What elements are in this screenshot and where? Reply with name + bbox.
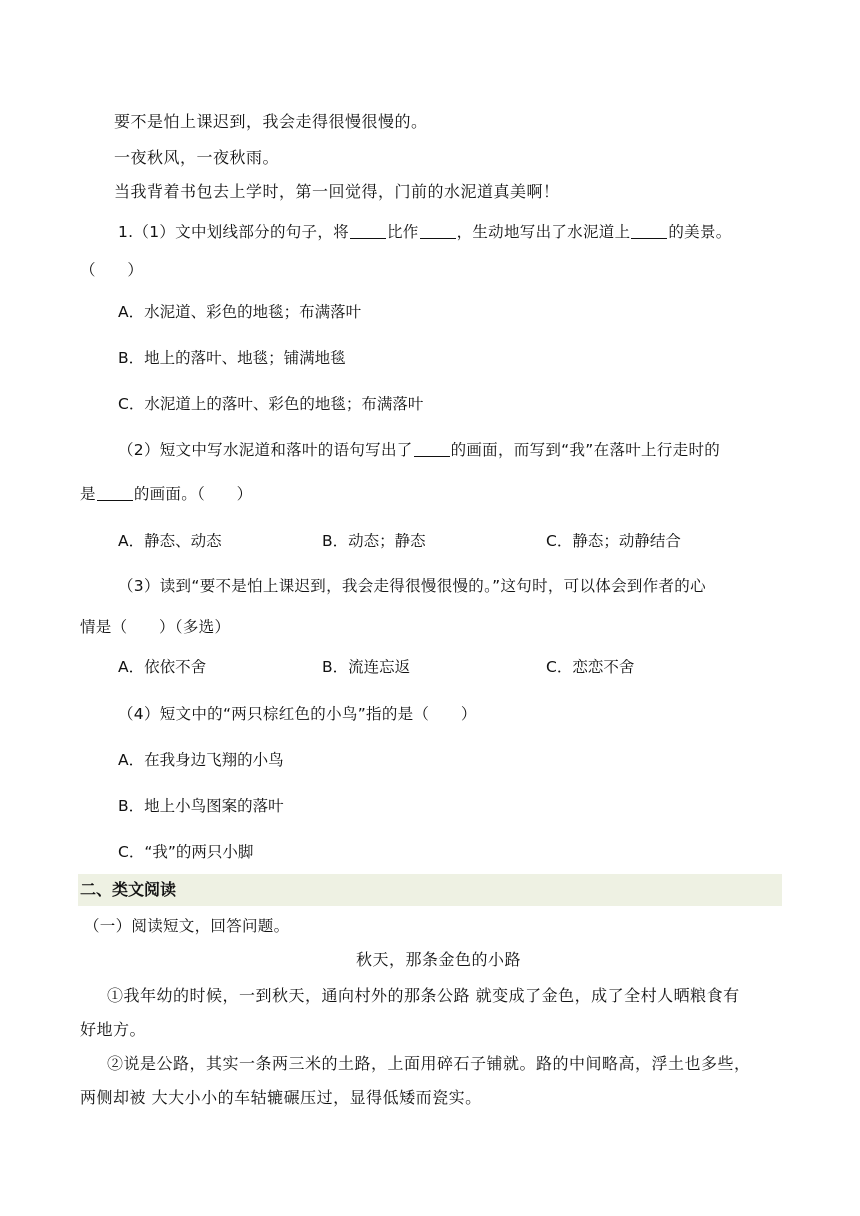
paragraph-1-line-1: ①我年幼的时候，一到秋天，通向村外的那条公路 就变成了金色，成了全村人晒粮食有: [107, 986, 740, 1005]
answer-blank: [350, 224, 386, 239]
section-2-title: 二、类文阅读: [80, 880, 177, 899]
question-1-stem: 1.（1）文中划线部分的句子，将 比作 ，生动地写出了水泥道上 的美景。: [118, 223, 732, 241]
answer-blank: [420, 224, 456, 239]
question-2-option-a: A．静态、动态: [118, 532, 222, 550]
paragraph-2-line-2: 两侧却被 大大小小的车轱辘碾压过，显得低矮而瓷实。: [80, 1088, 482, 1107]
answer-blank: [631, 224, 667, 239]
section-2-intro: （一）阅读短文，回答问题。: [84, 917, 290, 935]
question-1-option-c: C．水泥道上的落叶、彩色的地毯；布满落叶: [118, 395, 424, 413]
question-2-option-c: C．静态；动静结合: [546, 532, 681, 550]
question-4-option-c: C．“我”的两只小脚: [118, 843, 254, 861]
question-3-option-c: C．恋恋不舍: [546, 658, 635, 676]
question-3-option-b: B．流连忘返: [322, 658, 411, 676]
question-3-stem: （3）读到“要不是怕上课迟到，我会走得很慢很慢的。”这句时，可以体会到作者的心: [118, 577, 706, 595]
paragraph-1-line-2: 好地方。: [80, 1020, 147, 1039]
paragraph-2-line-1: ②说是公路，其实一条两三米的土路，上面用碎石子铺就。路的中间略高，浮土也多些，: [107, 1054, 751, 1073]
question-2-option-b: B．动态；静态: [322, 532, 426, 550]
question-4-stem: （4）短文中的“两只棕红色的小鸟”指的是（ ）: [118, 705, 477, 723]
question-4-option-a: A．在我身边飞翔的小鸟: [118, 751, 284, 769]
question-3-option-a: A．依依不舍: [118, 658, 207, 676]
passage-line-2: 一夜秋风，一夜秋雨。: [114, 148, 280, 167]
answer-blank: [97, 486, 133, 501]
question-3-stem-cont: 情是（ ）（多选）: [80, 618, 231, 636]
passage-line-1: 要不是怕上课迟到，我会走得很慢很慢的。: [114, 112, 428, 131]
question-1-option-b: B．地上的落叶、地毯；铺满地毯: [118, 349, 346, 367]
section-header-bar: [78, 874, 782, 906]
question-1-paren: （ ）: [80, 261, 144, 279]
question-4-option-b: B．地上小鸟图案的落叶: [118, 797, 284, 815]
answer-blank: [414, 442, 450, 457]
question-2-stem: （2）短文中写水泥道和落叶的语句写出了 的画面，而写到“我”在落叶上行走时的: [118, 441, 721, 459]
passage-title: 秋天，那条金色的小路: [356, 950, 522, 969]
question-2-stem-cont: 是 的画面。（ ）: [80, 485, 253, 503]
passage-line-3: 当我背着书包去上学时，第一回觉得，门前的水泥道真美啊！: [114, 182, 560, 201]
question-1-option-a: A．水泥道、彩色的地毯；布满落叶: [118, 303, 362, 321]
